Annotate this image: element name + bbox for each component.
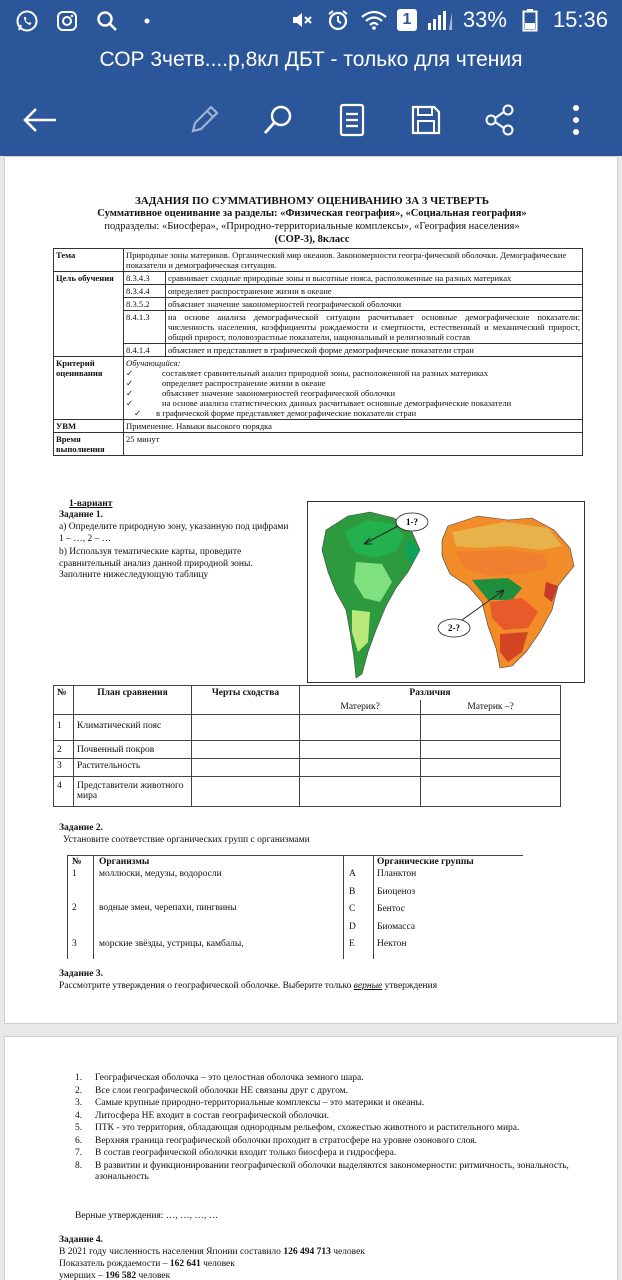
- map-label-1: 1-?: [406, 517, 418, 527]
- group-item: Биомасса: [377, 922, 416, 932]
- mute-icon: [289, 7, 315, 33]
- goal-code: 8.4.1.4: [124, 344, 166, 357]
- natural-zones-map-svg: [308, 502, 584, 682]
- whatsapp-icon: [14, 8, 40, 34]
- goal-code: 8.3.5.2: [124, 298, 166, 311]
- check-icon: ✓: [126, 388, 134, 398]
- back-arrow-icon[interactable]: [16, 96, 64, 144]
- col-similar: Черты сходства: [192, 686, 300, 715]
- subheading: Суммативное оценивание за разделы: «Физическая география», «Социальная география»: [97, 208, 527, 219]
- organism-item: моллюски, медузы, водоросли: [99, 869, 222, 879]
- continents-map: [307, 501, 585, 683]
- col-mat1: Материк?: [300, 700, 421, 715]
- check-icon: ✓: [134, 408, 142, 418]
- goal-text: объясняет и представляет в графической форме демографические показатели стран: [166, 344, 583, 357]
- task4-title: Задание 4.: [59, 1235, 103, 1245]
- group-item: Нектон: [377, 939, 407, 949]
- goal-code: 8.3.4.4: [124, 285, 166, 298]
- answer-cell[interactable]: [421, 759, 561, 777]
- criteria-label: Критерий оценивания: [54, 357, 124, 420]
- toolbar: [0, 82, 622, 156]
- matching-table: № Организмы Органические группы 1 моллюски, медузы, водоросли 2 водные змеи, черепахи, пингвины 3 морские звёзды, устрицы, камбалы, A Планктон B Биоценоз C Бентос D Биомасса E Нектон: [67, 855, 523, 959]
- col-organisms: Организмы: [99, 857, 150, 867]
- search-icon[interactable]: [254, 96, 302, 144]
- tema-value: Природные зоны материков. Органический мир океанов. Закономерности геогра-фической оболочки. Демографические показатели и демографическая ситуация.: [124, 249, 583, 272]
- uvm-label: УВМ: [54, 420, 124, 433]
- list-item: 7. В состав географической оболочки входит только биосфера и гидросфера.: [75, 1148, 397, 1158]
- list-item: 6. Верхняя граница географической оболочки проходит в стратосфере на уровне озонового слоя.: [75, 1135, 478, 1146]
- battery-percent: 33%: [462, 7, 507, 32]
- goal-code: 8.4.1.3: [124, 311, 166, 344]
- group-item: Бентос: [377, 904, 405, 914]
- task2-instruction: Установите соответствие органических групп с организмами: [63, 835, 310, 845]
- instagram-icon: [54, 8, 80, 34]
- answer-cell[interactable]: [192, 759, 300, 777]
- statements-list: [75, 1073, 595, 1185]
- group-item: Биоценоз: [377, 887, 416, 897]
- page-heading: ЗАДАНИЯ ПО СУММАТИВНОМУ ОЦЕНИВАНИЮ ЗА 3 ЧЕТВЕРТЬ: [134, 195, 490, 207]
- variant-label: 1-вариант: [69, 499, 113, 509]
- tema-label: Тема: [54, 249, 124, 272]
- task4-line3: умерших – 196 582 человек: [59, 1271, 171, 1280]
- answer-cell[interactable]: [300, 759, 421, 777]
- criteria-cell: [124, 357, 583, 420]
- edit-pencil-icon[interactable]: [180, 96, 228, 144]
- list-item: 2. Все слои географической оболочки НЕ связаны друг с другом.: [75, 1085, 349, 1096]
- list-item: 8. В развитии и функционировании географической оболочки выделяются закономерности: ритмичность, зональность, азональность: [75, 1160, 569, 1182]
- answer-cell[interactable]: [300, 715, 421, 741]
- sim-badge: 1: [397, 9, 417, 31]
- comparison-table: [53, 685, 561, 807]
- group-item: Планктон: [377, 869, 417, 879]
- list-item: 5. ПТК - это территория, обладающая однородным рельефом, схожестью животного и растительного мира.: [75, 1123, 520, 1133]
- col-diff: Различия: [300, 686, 561, 701]
- list-item: 1. Географическая оболочка – это целостная оболочка земного шара.: [75, 1073, 364, 1083]
- document-page-2: [4, 1036, 618, 1280]
- list-item: 3. Самые крупные природно-территориальные комплексы – это материки и океаны.: [75, 1098, 425, 1108]
- info-table: [53, 248, 583, 456]
- answer-cell[interactable]: [421, 741, 561, 759]
- goal-text: объясняет значение закономерностей географической оболочки: [166, 298, 583, 311]
- table-row: 2 Почвенный покров: [54, 741, 561, 759]
- time-value: 25 минут: [124, 433, 583, 456]
- battery-icon: [517, 7, 543, 33]
- goal-label: Цель обучения: [54, 272, 124, 357]
- search-icon: [94, 8, 120, 34]
- signal-icon: [427, 7, 453, 33]
- uvm-value: Применение. Навыки высокого порядка: [124, 420, 583, 433]
- organism-item: морские звёзды, устрицы, камбалы,: [99, 939, 244, 949]
- col-mat2: Материк –?: [421, 700, 561, 715]
- dot-icon: [134, 8, 160, 34]
- task4-line1: В 2021 году численность населения Японии составило 126 494 713 человек: [59, 1247, 365, 1257]
- goal-code: 8.3.4.3: [124, 272, 166, 285]
- criteria-item: ✓ определяет распространение жизни в океане: [126, 378, 326, 388]
- answer-line: Верные утверждения: …, …, …, …: [75, 1211, 219, 1221]
- answer-cell[interactable]: [192, 715, 300, 741]
- task1-part-b: b) Используя тематические карты, проведите сравнительный анализ данной природной зоны. Заполните нижеследующую таблицу: [59, 547, 253, 580]
- answer-cell[interactable]: [300, 741, 421, 759]
- map-label-2: 2-?: [448, 623, 460, 633]
- answer-cell[interactable]: [421, 777, 561, 807]
- organism-item: водные змеи, черепахи, пингвины: [99, 903, 237, 913]
- goal-text: на основе анализа демографической ситуации расчитывает основные демографические показатели: численность населения, коэффициенты рождаемости и смертности, естественный и механический прирост, общий прирост, половозрастные показатели, национальный и религиозный состав: [166, 311, 583, 344]
- goal-text: сравнивает сходные природные зоны и высотные пояса, расположенные на разных материках: [166, 272, 583, 285]
- table-row: 1 Климатический пояс: [54, 715, 561, 741]
- goal-text: определяет распространение жизни в океане: [166, 285, 583, 298]
- table-row: 3 Растительность: [54, 759, 561, 777]
- check-icon: ✓: [126, 368, 134, 378]
- task1-part-a: a) Определите природную зону, указанную под цифрами 1 – …, 2 – …: [59, 522, 289, 544]
- answer-cell[interactable]: [192, 777, 300, 807]
- subheading-code: (СОР-3), 8класс: [274, 234, 350, 245]
- col-groups: Органические группы: [377, 857, 474, 867]
- time-label: Время выполнения: [54, 433, 124, 456]
- list-item: 4. Литосфера НЕ входит в состав географической оболочки.: [75, 1110, 329, 1121]
- check-icon: ✓: [126, 398, 134, 408]
- subheading-sections: подразделы: «Биосфера», «Природно-территориальные комплексы», «География населения»: [104, 221, 520, 232]
- check-icon: ✓: [126, 378, 134, 388]
- answer-cell[interactable]: [192, 741, 300, 759]
- criteria-item: ✓ составляет сравнительный анализ природной зоны, расположенной на разных материках: [126, 368, 489, 378]
- col-num: №: [54, 686, 74, 715]
- alarm-icon: [325, 7, 351, 33]
- answer-cell[interactable]: [300, 777, 421, 807]
- criteria-item: ✓ в графической форме представляет демографические показатели стран: [126, 408, 580, 418]
- task2-title: Задание 2.: [59, 823, 103, 833]
- task3-title: Задание 3.: [59, 969, 103, 979]
- status-bar: [0, 0, 622, 42]
- save-icon[interactable]: [402, 96, 450, 144]
- answer-cell[interactable]: [421, 715, 561, 741]
- document-title: СОР 3четв....р,8кл ДБТ - только для чтения: [0, 42, 622, 82]
- col-plan: План сравнения: [74, 686, 192, 715]
- task4-line2: Показатель рождаемости – 162 641 человек: [59, 1259, 235, 1269]
- criteria-intro: Обучающийся:: [126, 358, 181, 368]
- task3-instruction: Рассмотрите утверждения о географической оболочке. Выберите только верные утверждения: [59, 981, 438, 991]
- wifi-icon: [361, 7, 387, 33]
- table-row: 4 Представители животного мира: [54, 777, 561, 807]
- reading-mode-icon[interactable]: [328, 96, 376, 144]
- criteria-item: ✓ на основе анализа статистических данных расчитывает основные демографические показатели: [126, 398, 512, 408]
- criteria-item: ✓ объясняет значение закономерностей географической оболочки: [126, 388, 396, 398]
- share-icon[interactable]: [476, 96, 524, 144]
- task1-title: Задание 1.: [59, 510, 103, 520]
- clock: 15:36: [552, 7, 608, 32]
- document-page-1: [4, 156, 618, 1024]
- col-num: №: [72, 857, 82, 867]
- more-icon[interactable]: [552, 96, 600, 144]
